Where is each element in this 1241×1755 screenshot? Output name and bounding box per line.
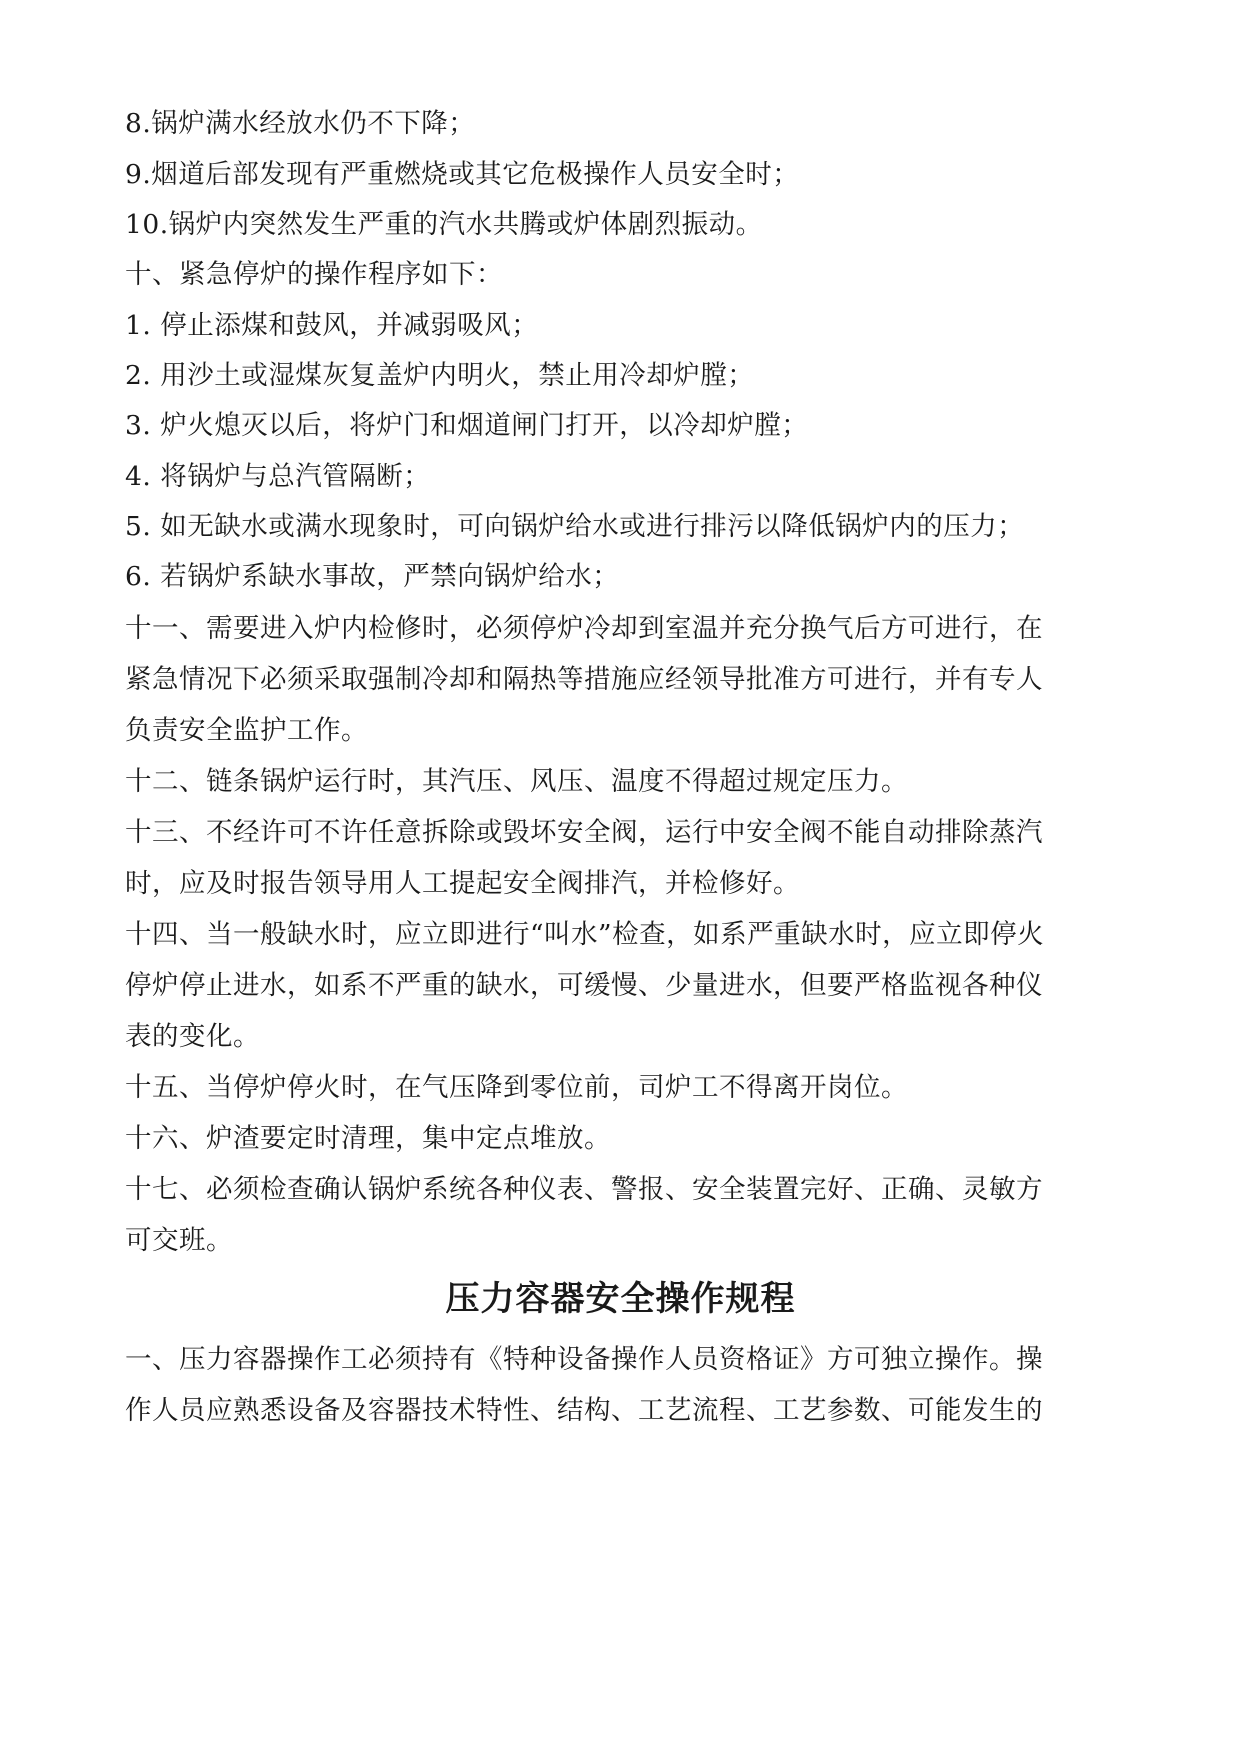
text-line: 负责安全监护工作。: [125, 715, 368, 746]
text-line: 时，应及时报告领导用人工提起安全阀排汽，并检修好。: [125, 868, 800, 899]
text-line: 十三、不经许可不许任意拆除或毁坏安全阀，运行中安全阀不能自动排除蒸汽: [125, 817, 1043, 848]
text-line: 2. 用沙土或湿煤灰复盖炉内明火，禁止用冷却炉膛；: [125, 360, 755, 391]
text-line: 作人员应熟悉设备及容器技术特性、结构、工艺流程、工艺参数、可能发生的: [125, 1395, 1043, 1426]
text-line: 6. 若锅炉系缺水事故，严禁向锅炉给水；: [125, 561, 620, 592]
text-line: 3. 炉火熄灭以后，将炉门和烟道闸门打开，以冷却炉膛；: [125, 410, 809, 441]
text-line: 紧急情况下必须采取强制冷却和隔热等措施应经领导批准方可进行，并有专人: [125, 664, 1043, 695]
text-line: 十、紧急停炉的操作程序如下：: [125, 259, 503, 290]
text-line: 十五、当停炉停火时，在气压降到零位前，司炉工不得离开岗位。: [125, 1072, 908, 1103]
text-line: 1. 停止添煤和鼓风，并减弱吸风；: [125, 310, 539, 341]
text-line: 5. 如无缺水或满水现象时，可向锅炉给水或进行排污以降低锅炉内的压力；: [125, 511, 1025, 542]
section-title: 压力容器安全操作规程: [445, 1279, 796, 1319]
text-line: 10.锅炉内突然发生严重的汽水共腾或炉体剧烈振动。: [125, 209, 763, 240]
text-line: 一、压力容器操作工必须持有《特种设备操作人员资格证》方可独立操作。操: [125, 1344, 1043, 1375]
text-line: 可交班。: [125, 1225, 233, 1256]
text-line: 十四、当一般缺水时，应立即进行“叫水”检查，如系严重缺水时，应立即停火: [125, 919, 1045, 950]
text-line: 4. 将锅炉与总汽管隔断；: [125, 461, 431, 492]
text-line: 十七、必须检查确认锅炉系统各种仪表、警报、安全装置完好、正确、灵敏方: [125, 1174, 1043, 1205]
text-line: 表的变化。: [125, 1021, 260, 1052]
text-line: 十六、炉渣要定时清理，集中定点堆放。: [125, 1123, 611, 1154]
text-line: 十一、需要进入炉内检修时，必须停炉冷却到室温并充分换气后方可进行，在: [125, 613, 1043, 644]
text-line: 9.烟道后部发现有严重燃烧或其它危极操作人员安全时；: [125, 159, 800, 190]
text-line: 停炉停止进水，如系不严重的缺水，可缓慢、少量进水，但要严格监视各种仪: [125, 970, 1043, 1001]
text-line: 8.锅炉满水经放水仍不下降；: [125, 108, 476, 139]
text-line: 十二、链条锅炉运行时，其汽压、风压、温度不得超过规定压力。: [125, 766, 908, 797]
